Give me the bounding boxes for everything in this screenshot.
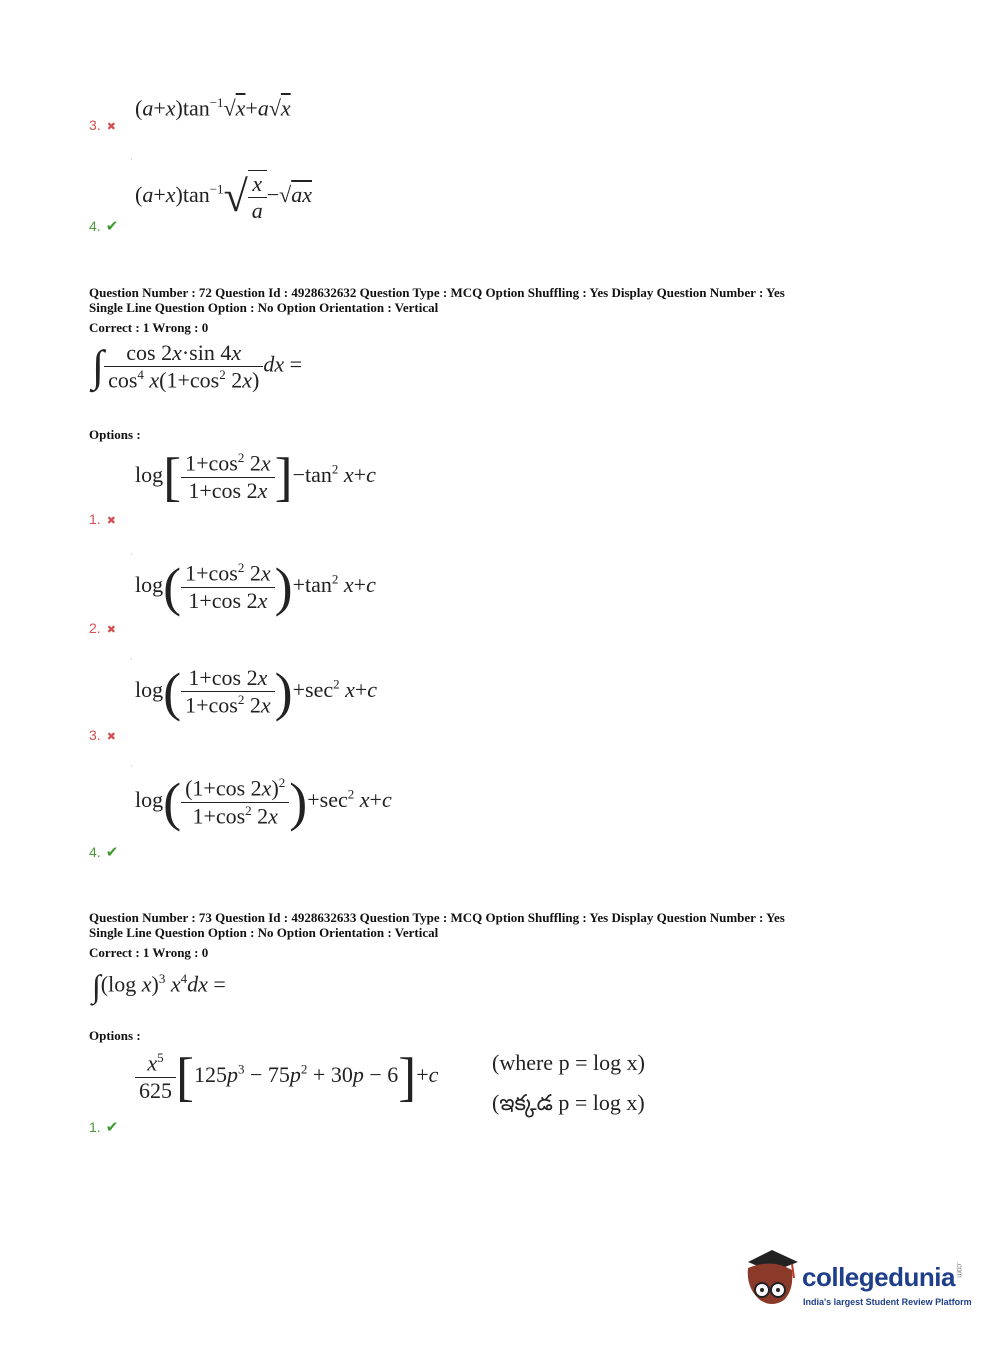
check-mark-icon: ✔ <box>105 844 119 861</box>
option-number: 4. <box>89 844 101 860</box>
q73-option-1-formula: $\frac{x^5}{625}$ $[125p^3 - 75p^2 + 30p - 6]+c$ <box>135 1050 438 1104</box>
logo-name: collegedunia.com <box>802 1262 964 1292</box>
top-option-3[interactable] <box>89 117 116 133</box>
logo-tagline: India's largest Student Review Platform <box>803 1297 972 1307</box>
check-mark-icon: ✔ <box>105 1119 119 1136</box>
dot: · <box>130 655 133 664</box>
option-number: 1. <box>89 1119 101 1135</box>
q72-option-4[interactable] <box>89 843 118 861</box>
wrong-mark-icon: ✖ <box>106 731 116 743</box>
q72-option-2-formula: log( $\frac{1+\cos^2 2x}{1+\cos 2x}$ )$+\tan^2$ x+c <box>135 557 376 617</box>
q72-option-4-formula: log( $\frac{(1+\cos 2x)^2}{1+\cos^2 2x}$ )$+\sec^2$ x+c <box>135 772 392 832</box>
q72-option-3[interactable] <box>89 727 116 743</box>
q72-options-label: Options : <box>89 427 141 442</box>
dot: · <box>130 762 133 771</box>
q73-option-1[interactable] <box>89 1118 118 1136</box>
wrong-mark-icon: ✖ <box>106 624 116 636</box>
q72-option-3-formula: log( $\frac{1+\cos 2x}{1+\cos^2 2x}$ )$+\sec^2$ x+c <box>135 662 378 722</box>
option-number: 2. <box>89 620 101 636</box>
top-option-4[interactable] <box>89 217 118 235</box>
mascot-icon <box>742 1248 800 1314</box>
q73-meta-line1: Question Number : 73 Question Id : 4928632633 Question Type : MCQ Option Shuffling : Yes Display Question Number : Yes <box>89 910 785 925</box>
q72-option-1-formula: log[ $\frac{1+\cos^2 2x}{1+\cos 2x}$ ]$-\tan^2$ x+c <box>135 447 376 507</box>
q73-meta-line2: Single Line Question Option : No Option Orientation : Vertical <box>89 925 439 940</box>
q73-meta-line3: Correct : 1 Wrong : 0 <box>89 945 209 960</box>
option-number: 1. <box>89 511 101 527</box>
wrong-mark-icon: ✖ <box>106 515 116 527</box>
wrong-mark-icon: ✖ <box>106 121 116 133</box>
dot: · <box>130 550 133 559</box>
option-number: 4. <box>89 218 101 234</box>
dot: · <box>130 155 133 164</box>
collegedunia-logo[interactable] <box>742 1248 972 1318</box>
q73-where-english: (where p = log x) <box>492 1050 645 1075</box>
q72-meta-line1: Question Number : 72 Question Id : 4928632632 Question Type : MCQ Option Shuffling : Yes Display Question Number : Yes <box>89 285 785 300</box>
top-option-4-formula: $(a+x)\tan^{-1}√$ $\frac{x}{a}$ −√ax <box>135 171 312 223</box>
q73-options-label: Options : <box>89 1028 141 1043</box>
q73-where-telugu: (ఇక్కడ p = log x) <box>492 1090 645 1115</box>
check-mark-icon: ✔ <box>105 218 119 235</box>
q72-meta-line2: Single Line Question Option : No Option Orientation : Vertical <box>89 300 439 315</box>
q72-option-2[interactable] <box>89 620 116 636</box>
logo-suffix: .com <box>954 1262 964 1278</box>
q72-meta-line3: Correct : 1 Wrong : 0 <box>89 320 209 335</box>
top-option-3-formula: $(a+x)\tan^{-1}√x+a√x$ <box>135 95 291 121</box>
option-number: 3. <box>89 727 101 743</box>
q72-option-1[interactable] <box>89 511 116 527</box>
option-number: 3. <box>89 117 101 133</box>
q72-question-formula: ∫ $\frac{\cos 2x\cdot\sin 4x}{\cos^4 x(1+\cos^2 2x)}$ dx = <box>92 340 302 393</box>
q73-question-formula: ∫(log x)$^3$ $x^4dx$ = <box>92 968 226 1004</box>
